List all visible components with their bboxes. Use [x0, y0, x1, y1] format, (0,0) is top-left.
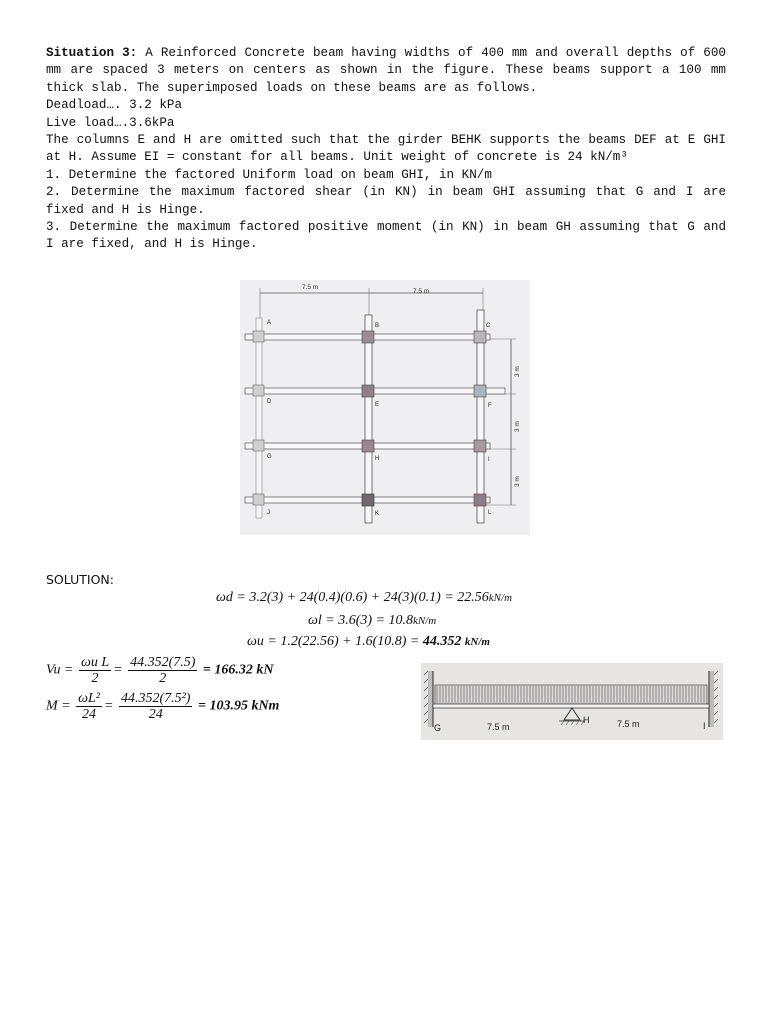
shear-frac2-den: 2 — [159, 671, 167, 686]
live-load-equation — [308, 613, 436, 629]
situation-label: Situation 3: — [46, 46, 138, 60]
node-b: B — [375, 323, 380, 329]
dead-load-line: Deadload…. 3.2 kPa — [46, 98, 183, 113]
problem-statement — [46, 45, 726, 254]
factored-load-unit: kN/m — [464, 636, 490, 648]
intro-text: A Reinforced Concrete beam having widths of 400 mm and overall depths of 600 mm are spaced 3 meters on centers as shown in the figure. These beams support a 100 mm thick slab. The superimposed loads on these beams are as follows. — [46, 46, 726, 95]
node-h: H — [375, 456, 380, 462]
column-i — [474, 440, 486, 452]
question-3: 3. Determine the maximum factored positive moment (in KN) in beam GH assuming that G and I are fixed, and H is Hinge. — [46, 220, 726, 252]
framing-plan-figure — [240, 280, 530, 535]
node-k: K — [375, 511, 380, 517]
girder-adgj — [256, 318, 262, 518]
span-gh-label: 7.5 m — [487, 722, 510, 732]
factored-load-value: 44.352 — [422, 634, 462, 649]
dead-load-expression: ωd = 3.2(3) + 24(0.4)(0.6) + 24(3)(0.1) = 22.56 — [216, 590, 489, 605]
spacing-label-2: 3 m — [514, 421, 521, 432]
column-j — [253, 494, 264, 505]
question-1: 1. Determine the factored Uniform load on beam GHI, in KN/m — [46, 167, 492, 182]
node-f: F — [488, 403, 492, 409]
problem-intro — [46, 45, 726, 97]
label-h: H — [583, 715, 590, 725]
live-load-expression: ωl = 3.6(3) = 10.8 — [308, 613, 413, 628]
factored-load-expression: ωu = 1.2(22.56) + 1.6(10.8) = — [247, 634, 423, 649]
column-k — [362, 494, 374, 506]
column-l — [474, 494, 486, 506]
spacing-label-1: 3 m — [514, 366, 521, 377]
moment-frac2-den: 24 — [148, 707, 163, 722]
shear-lhs: Vu = — [46, 662, 74, 678]
shear-frac1-den: 2 — [91, 671, 99, 686]
column-a — [253, 331, 264, 342]
live-load-line: Live load….3.6kPa — [46, 115, 175, 130]
node-e: E — [375, 402, 380, 408]
column-d — [253, 385, 264, 396]
live-load-unit: kN/m — [413, 615, 437, 627]
node-c: C — [486, 323, 491, 329]
moment-result: = 103.95 kNm — [197, 698, 280, 714]
node-d: D — [267, 399, 272, 405]
span-label-left: 7.5 m — [302, 284, 319, 291]
question-2: 2. Determine the maximum factored shear (in KN) in beam GHI assuming that G and I are fixed and H is Hinge. — [46, 185, 726, 217]
framing-plan-drawing — [240, 280, 530, 535]
shear-equation: Vu = $\frac{\text{ωu L}}{2}$ = $\frac{44.352(7.5)}{2}$ = 166.32 kN — [46, 655, 274, 686]
moment-frac1-num: ωL² — [78, 691, 100, 706]
fixed-support-g — [428, 671, 433, 727]
shear-frac1-num: ωu L — [80, 655, 110, 670]
spacing-label-3: 3 m — [514, 476, 521, 487]
column-g — [253, 440, 264, 451]
shear-result: = 166.32 kN — [202, 662, 274, 678]
span-hi-label: 7.5 m — [617, 719, 640, 729]
column-c — [474, 331, 486, 343]
node-j: J — [267, 510, 270, 516]
beam-load-drawing — [421, 663, 723, 740]
beam-load-figure — [421, 663, 723, 740]
moment-frac2-num: 44.352(7.5²) — [120, 691, 191, 706]
label-g: G — [434, 723, 442, 733]
shear-frac2-num: 44.352(7.5) — [130, 655, 196, 670]
node-i: I — [488, 457, 490, 463]
moment-frac1-den: 24 — [82, 707, 97, 722]
column-f — [474, 385, 486, 397]
label-i: I — [703, 721, 706, 731]
girder-behk — [365, 315, 372, 523]
fixed-support-i — [709, 671, 714, 727]
joint-e — [362, 385, 374, 397]
node-l: L — [488, 510, 492, 516]
moment-lhs: M = — [46, 698, 71, 714]
span-label-right: 7.5 m — [413, 288, 430, 295]
node-a: A — [267, 320, 272, 326]
dead-load-equation — [216, 590, 512, 606]
factored-load-equation — [247, 634, 490, 650]
solution-title: SOLUTION: — [46, 572, 114, 587]
node-g: G — [267, 454, 272, 460]
dead-load-unit: kN/m — [488, 592, 513, 604]
moment-equation: M = $\frac{\text{ωL²}}{24}$ = $\frac{\text{44.352(7.5²)}}{24}$ = 103.95 kNm — [46, 691, 280, 722]
column-b — [362, 331, 374, 343]
joint-h — [362, 440, 374, 452]
assumption-text: The columns E and H are omitted such that the girder BEHK supports the beams DEF at E GHI at H. Assume EI = constant for all beams. Unit weight of concrete is 24 kN/m³ — [46, 133, 726, 165]
beam-ghi-line — [433, 704, 709, 708]
beam-def — [245, 388, 505, 394]
